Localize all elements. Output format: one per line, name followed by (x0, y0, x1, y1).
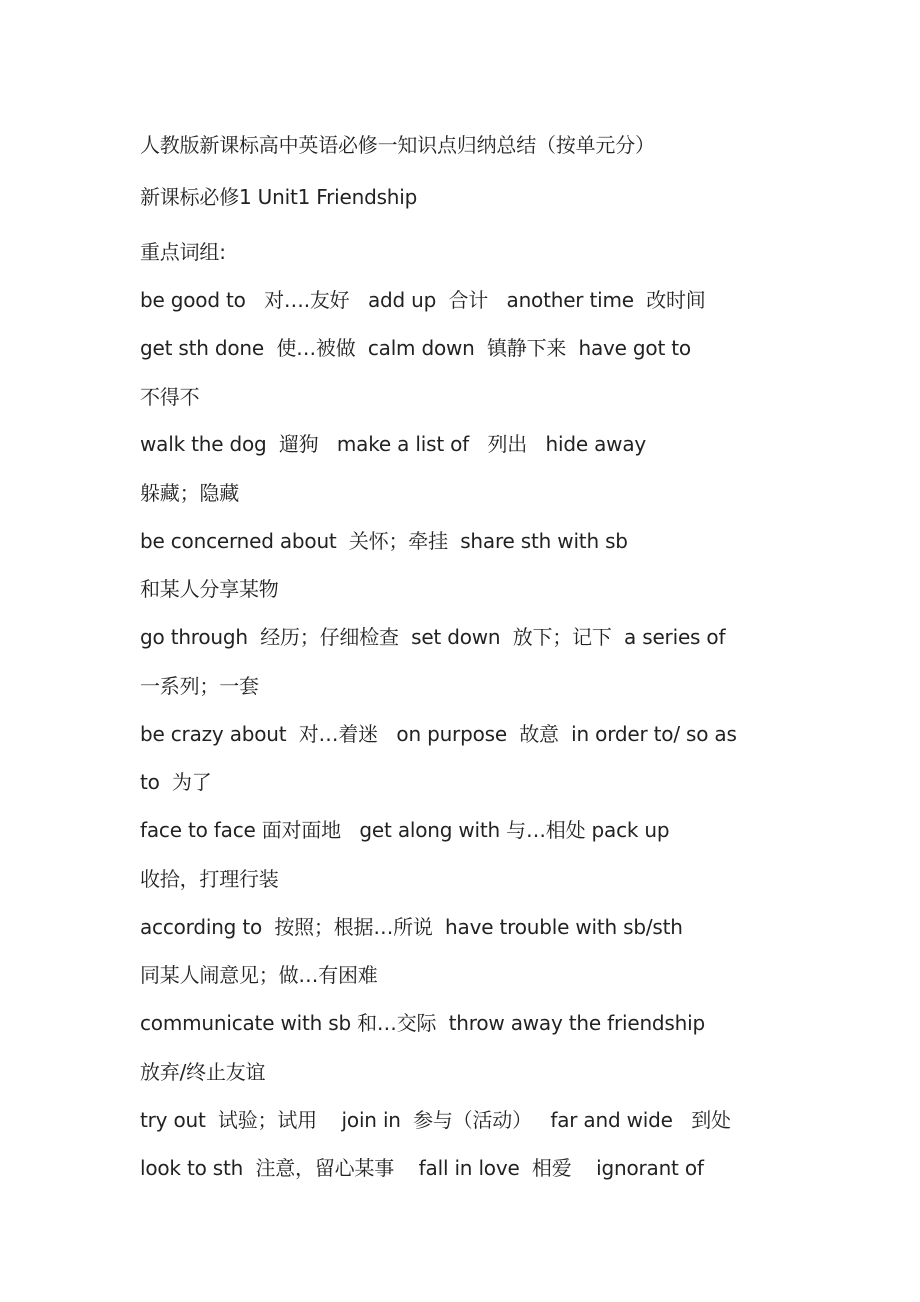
phrase-line: get sth done 使…被做 calm down 镇静下来 have got to (140, 336, 691, 360)
phrase-line: 收拾，打理行装 (140, 867, 279, 891)
phrase-line: face to face 面对面地 get along with 与…相处 pack up (140, 818, 670, 842)
phrase-line: look to sth 注意，留心某事 fall in love 相爱 ignorant of (140, 1156, 704, 1180)
phrase-line: walk the dog 遛狗 make a list of 列出 hide away (140, 432, 647, 456)
phrase-line: according to 按照；根据…所说 have trouble with sb/sth (140, 915, 683, 939)
phrase-line: communicate with sb 和…交际 throw away the friendship (140, 1011, 705, 1035)
phrase-line: 同某人闹意见；做…有困难 (140, 963, 378, 987)
phrase-line: be concerned about 关怀；牵挂 share sth with sb (140, 529, 628, 553)
phrase-line: to 为了 (140, 770, 212, 794)
phrase-line: be crazy about 对…着迷 on purpose 故意 in order to/ so as (140, 722, 737, 746)
phrase-line: try out 试验；试用 join in 参与（活动） far and wide 到处 (140, 1108, 731, 1132)
phrase-line: 躲藏；隐藏 (140, 481, 239, 505)
phrase-line: 一系列；一套 (140, 674, 259, 698)
unit-heading: 新课标必修1 Unit1 Friendship (140, 185, 418, 209)
section-label: 重点词组: (140, 240, 226, 264)
phrase-line: be good to 对….友好 add up 合计 another time 改时间 (140, 288, 706, 312)
phrase-line: go through 经历；仔细检查 set down 放下；记下 a series of (140, 625, 726, 649)
phrase-line: 不得不 (140, 385, 200, 409)
document-title: 人教版新课标高中英语必修一知识点归纳总结（按单元分） (140, 133, 655, 157)
phrase-line: 和某人分享某物 (140, 577, 279, 601)
phrase-line: 放弃/终止友谊 (140, 1060, 266, 1084)
